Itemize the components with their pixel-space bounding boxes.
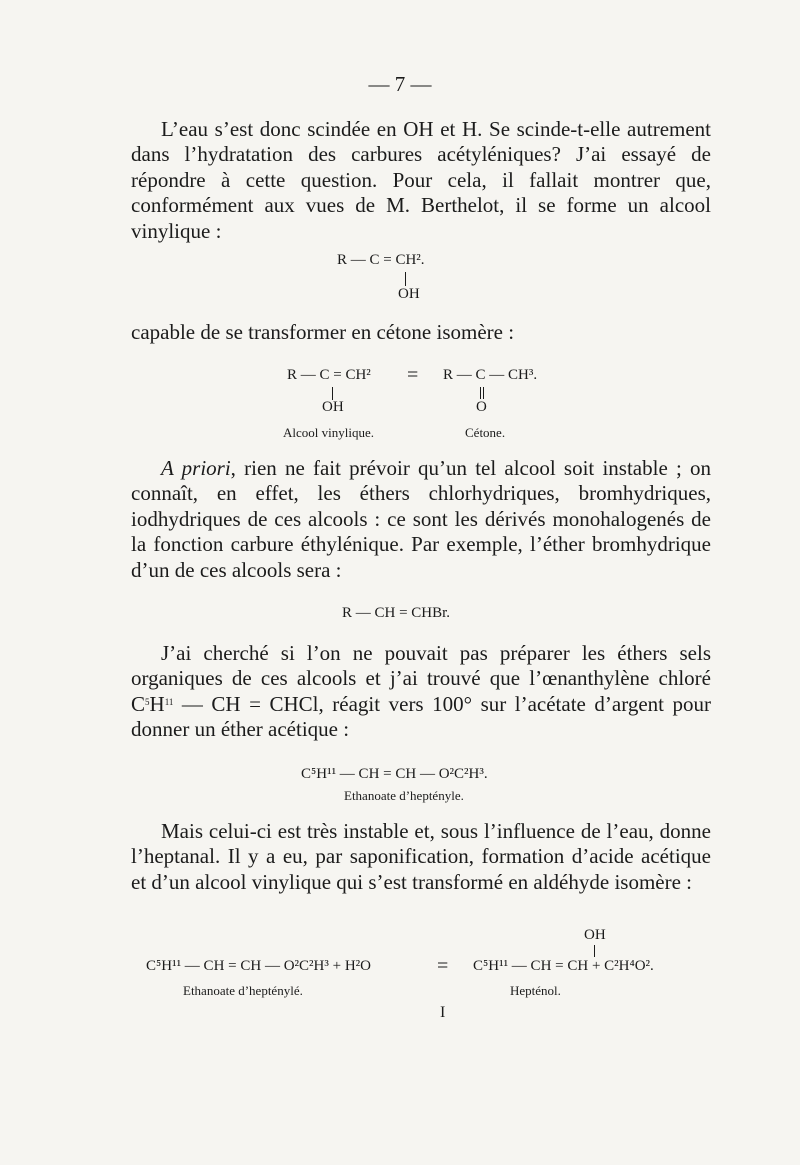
formula-saponification-left: C⁵H¹¹ — CH = CH — O²C²H³ + H²O [146, 958, 371, 974]
formula-bond-line [594, 945, 595, 957]
signature-mark: I [440, 1004, 446, 1021]
paragraph-4-text-c: — CH = CHCl, réagit vers 100° sur l’acétate d’argent pour donner un éther acétique : [131, 691, 711, 742]
formula-label-ethanoate: Ethanoate d’heptényle. [344, 788, 464, 803]
formula-bond-line [405, 272, 406, 286]
formula-equals-sign: = [407, 364, 419, 386]
italic-a-priori: A priori [161, 456, 231, 480]
formula-label-ethanoate: Ethanoate d’hepténylé. [183, 983, 303, 998]
formula-vinyl-alcohol: R — C = CH². [337, 252, 425, 268]
formula-oh-group: OH [398, 286, 420, 302]
page-number: — 7 — [368, 72, 432, 96]
formula-bromide-ether: R — CH = CHBr. [342, 605, 451, 621]
paragraph-5: Mais celui-ci est très instable et, sous l’influence de l’eau, donne l’heptanal. Il y a eu, par saponification, formation d’acide acétique et d’un alcool vinylique qui s’est transformé en aldéhyde isomère : [131, 819, 711, 894]
formula-vinyl-alcohol-left: R — C = CH² [287, 367, 371, 383]
formula-oh-group: OH [322, 399, 344, 415]
superscript: 5 [145, 696, 150, 707]
superscript: 11 [164, 696, 174, 707]
paragraph-3-text: , rien ne fait prévoir qu’un tel alcool soit instable ; on connaît, en effet, les éthers chlorhydriques, bromhydriques, iodhydriques de ces alcools : ce sont les dérivés monohalogenés de la fonction carbure éthylénique. Par exemple, l’éther bromhydrique d’un de ces alcools sera : [131, 456, 711, 582]
formula-label-heptenol: Hepténol. [510, 983, 561, 998]
formula-equals-sign: = [437, 955, 449, 977]
formula-saponification-right: C⁵H¹¹ — CH = CH + C²H⁴O². [473, 958, 654, 974]
formula-oh-group: OH [584, 927, 606, 943]
paragraph-4 [131, 641, 711, 743]
formula-acetate-ester: C⁵H¹¹ — CH = CH — O²C²H³. [301, 766, 488, 782]
paragraph-2: capable de se transformer en cétone isomère : [131, 320, 515, 344]
paragraph-1: L’eau s’est donc scindée en OH et H. Se scinde-t-elle autrement dans l’hydratation des carbures acétyléniques? J’ai essayé de répondre à cette question. Pour cela, il fallait montrer que, conformément aux vues de M. Berthelot, il se forme un alcool vinylique : [131, 117, 711, 243]
paragraph-3 [131, 456, 711, 583]
formula-oxygen: O [476, 399, 487, 415]
formula-double-bond [480, 387, 484, 399]
paragraph-4-text-a: J’ai cherché si l’on ne pouvait pas préparer les éthers sels organiques de ces alcools et j’ai trouvé que l’œnanthylène chloré C [131, 641, 711, 716]
formula-ketone-right: R — C — CH³. [443, 367, 538, 383]
paragraph-4-text-b: H [149, 691, 165, 716]
formula-label-alcohol: Alcool vinylique. [283, 425, 374, 440]
formula-label-ketone: Cétone. [465, 425, 506, 440]
